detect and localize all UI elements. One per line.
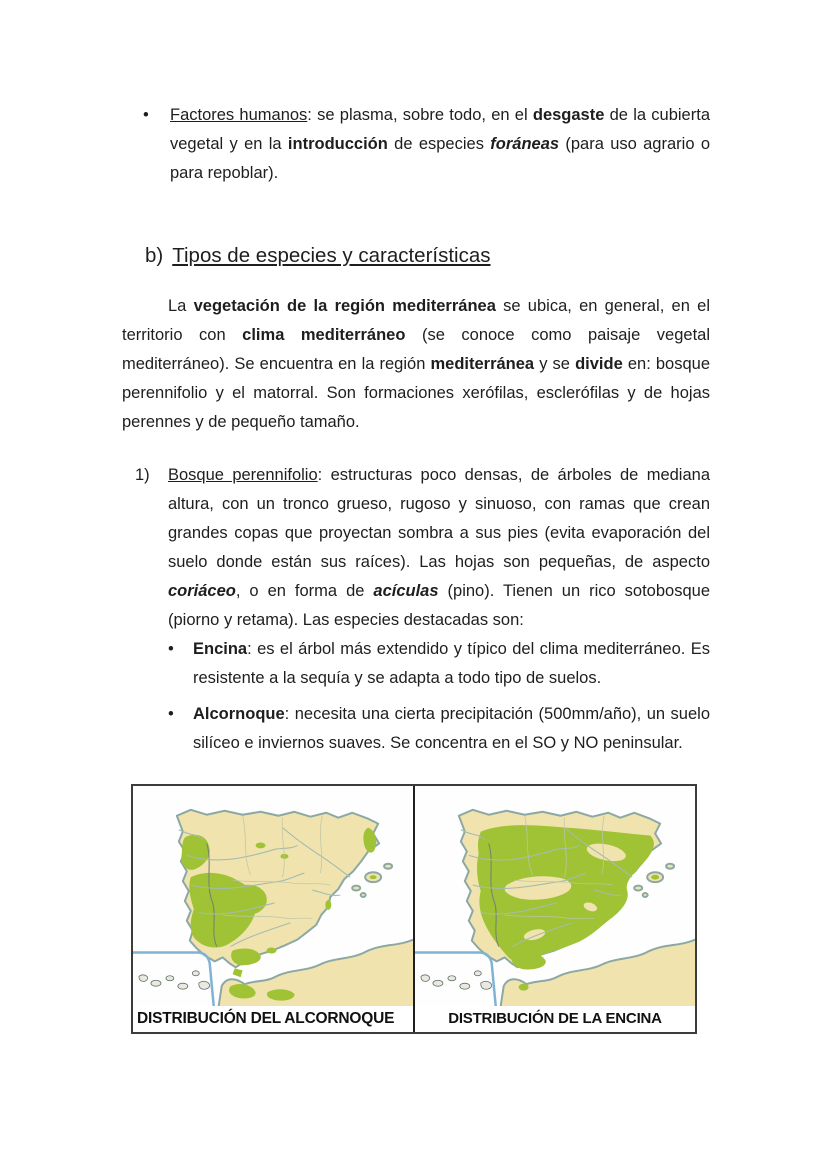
alcornoque-map-caption: DISTRIBUCIÓN DEL ALCORNOQUE <box>133 1006 413 1032</box>
human-factors-bullet <box>122 101 710 188</box>
encina-map-panel <box>415 786 695 1032</box>
bullet-icon: • <box>168 640 174 658</box>
alcornoque-map-panel <box>133 786 413 1032</box>
intro-paragraph: La vegetación de la región mediterránea se ubica, en general, en el territorio con clima mediterráneo (se conoce como paisaje vegetal mediterráneo). Se encuentra en la región mediterránea y se divide en: bosque perennifolio y el matorral. Son formaciones xerófilas, esclerófilas y de hojas perennes y de pequeño tamaño. <box>122 297 711 431</box>
alcornoque-distribution-map <box>133 786 413 1006</box>
encina-map-caption: DISTRIBUCIÓN DE LA ENCINA <box>415 1006 695 1032</box>
encina-bullet <box>122 635 710 693</box>
bosque-perennifolio-text: Bosque perennifolio: estructuras poco densas, de árboles de mediana altura, con un tronco grueso, rugoso y sinuoso, con ramas que crean grandes copas que proyectan sombra a sus pies (evita evaporación del suelo donde están sus raíces). Las hojas son pequeñas, de aspecto coriáceo, o en forma de acículas (pino). Tienen un rico sotobosque (piorno y retama). Las especies destacadas son: <box>168 466 711 629</box>
section-heading-b <box>122 243 710 269</box>
encina-text: Encina: es el árbol más extendido y típico del clima mediterráneo. Es resistente a la sequía y se adapta a todo tipo de suelos. <box>193 640 710 687</box>
item-number: 1) <box>135 466 150 484</box>
alcornoque-bullet <box>122 700 710 758</box>
bullet-icon: • <box>168 705 174 723</box>
section-title: Tipos de especies y características <box>172 244 491 267</box>
alcornoque-text: Alcornoque: necesita una cierta precipitación (500mm/año), un suelo silíceo e inviernos suaves. Se concentra en el SO y NO peninsular. <box>193 705 710 752</box>
distribution-maps-figure <box>131 784 697 1034</box>
numbered-item-bosque-perennifolio <box>122 461 710 635</box>
encina-distribution-map <box>415 786 695 1006</box>
text-content <box>122 101 710 758</box>
human-factors-text: Factores humanos: se plasma, sobre todo, en el desgaste de la cubierta vegetal y en la introducción de especies foráneas (para uso agrario o para repoblar). <box>170 106 710 182</box>
bullet-icon: • <box>143 106 149 124</box>
section-letter: b) <box>145 244 164 267</box>
